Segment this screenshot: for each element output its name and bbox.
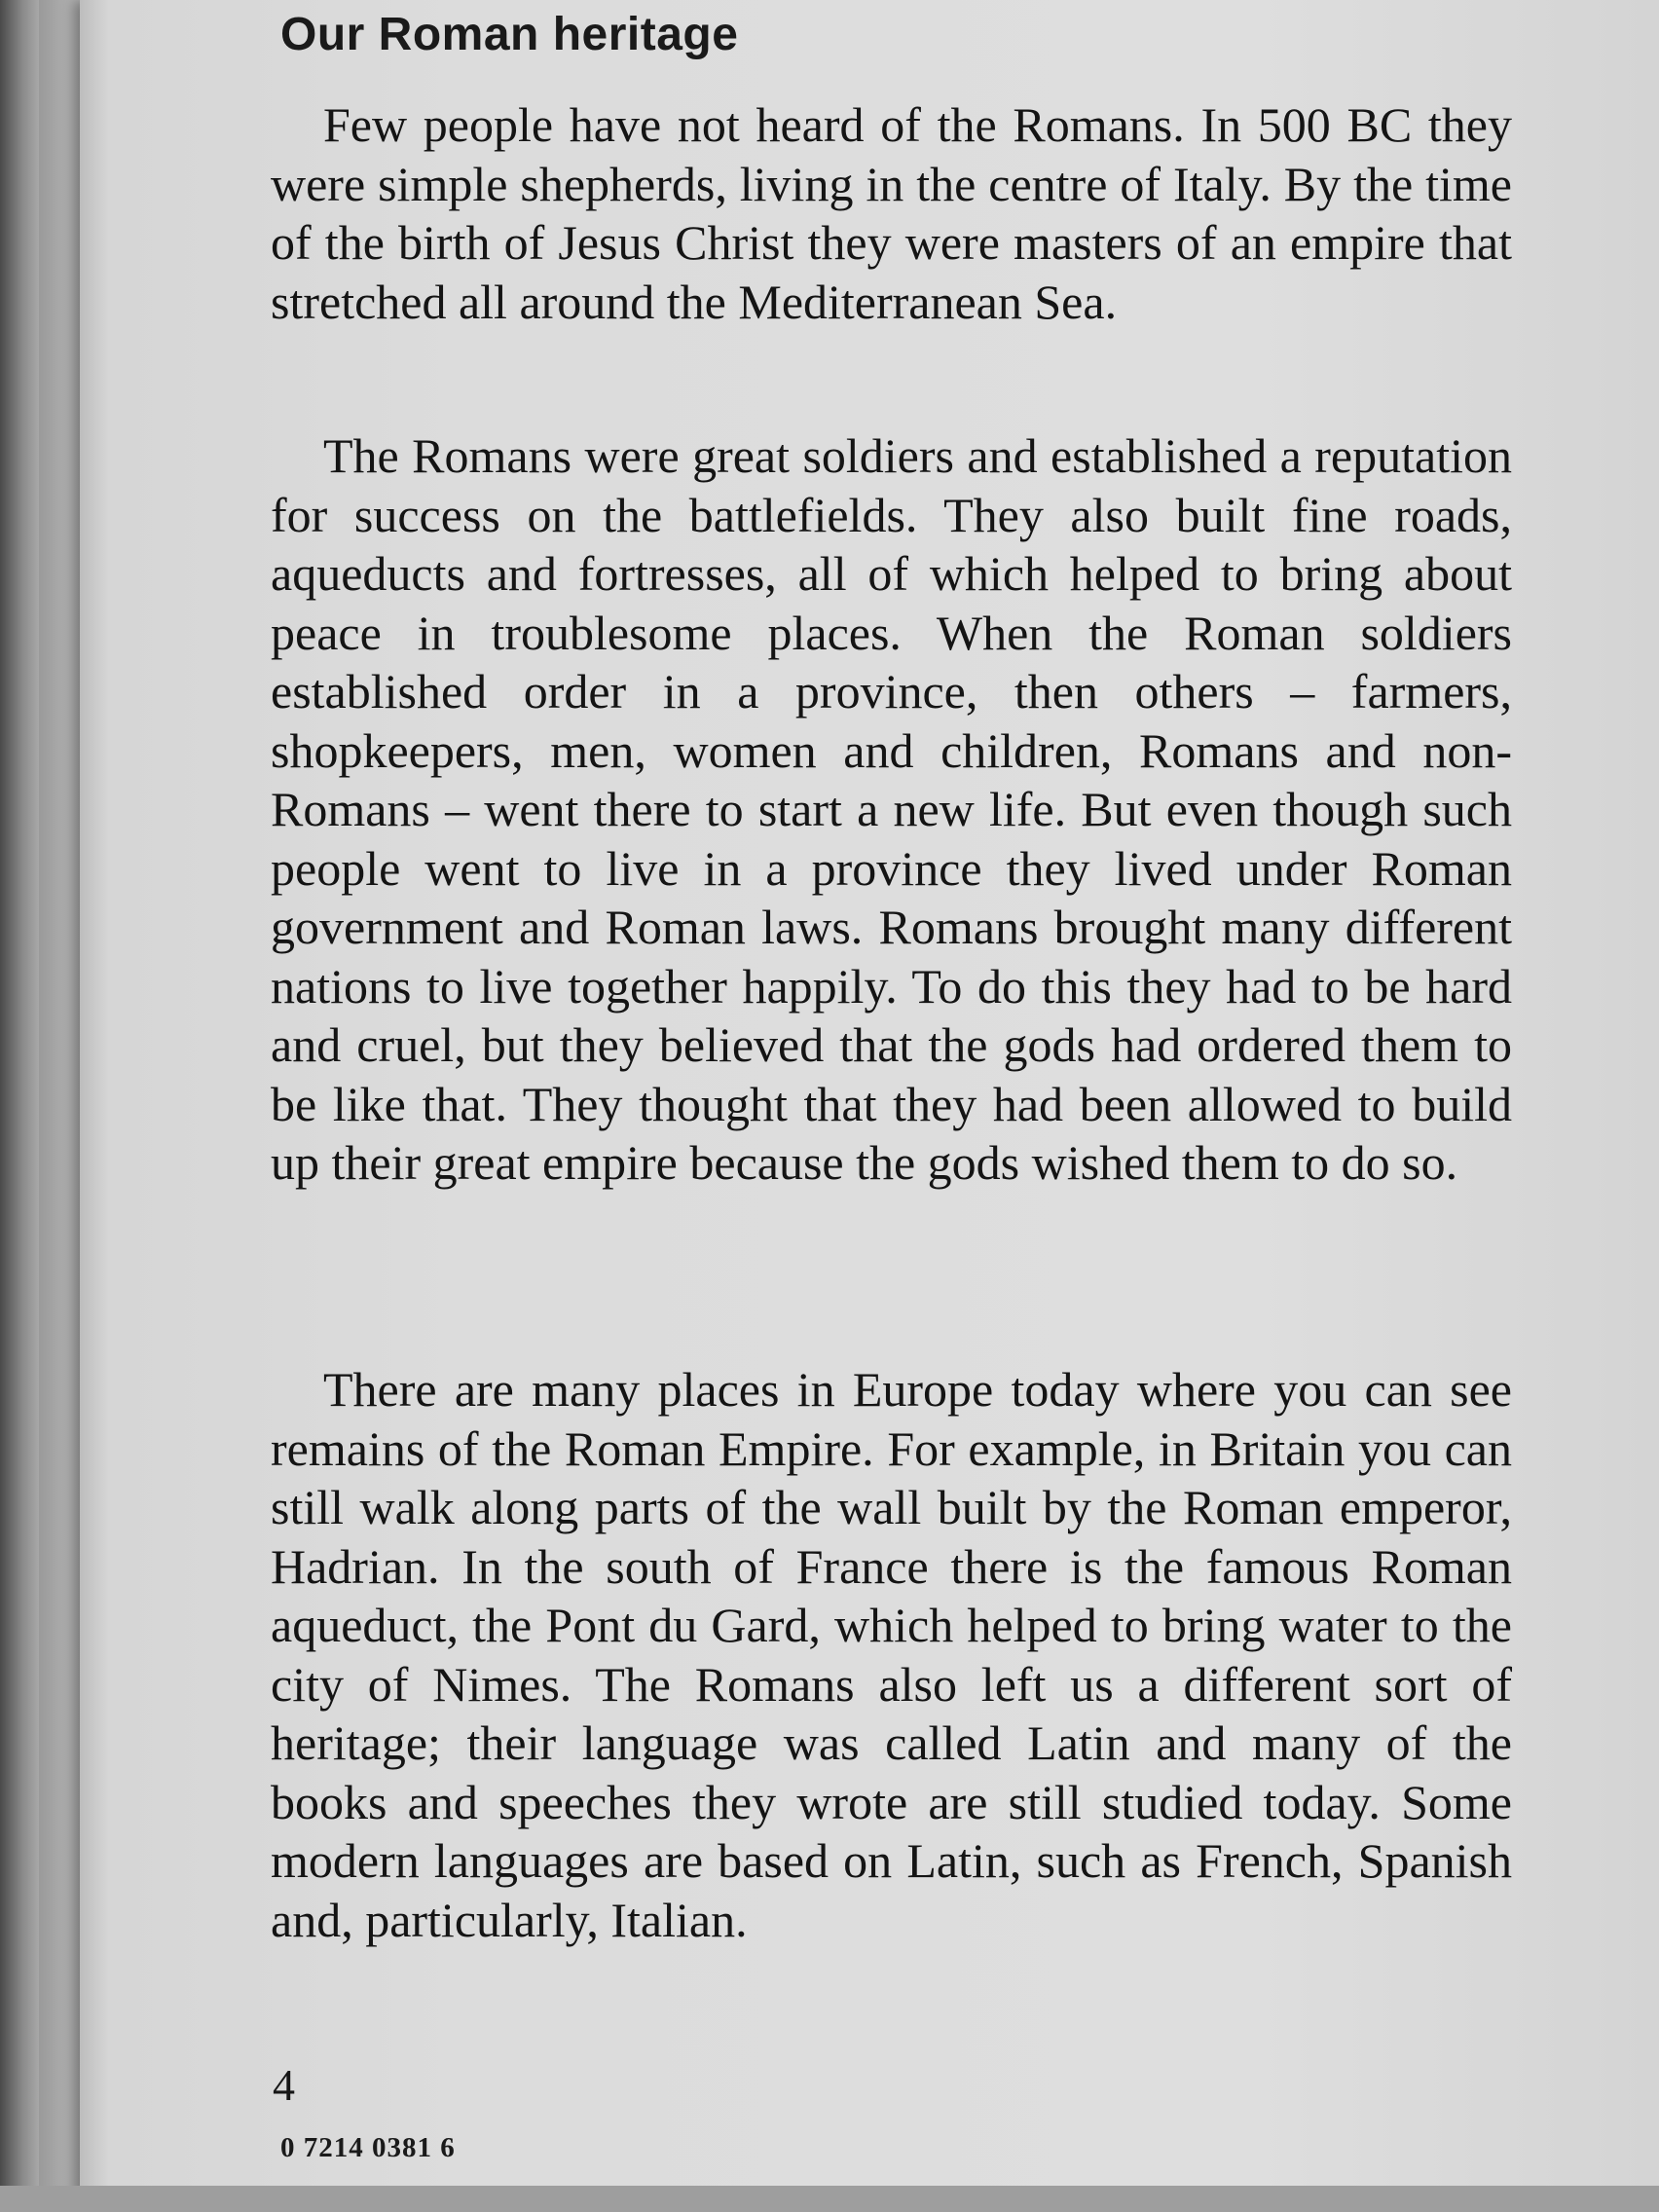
isbn-number: 0 7214 0381 6 — [280, 2132, 456, 2163]
paragraph-1: Few people have not heard of the Romans. In 500 BC they were simple shepherds, living in the centre of Italy. By the time of the birth of Jesus Christ they were masters of an empire that stretched all around the Mediterranean Sea. — [271, 97, 1512, 329]
page-number: 4 — [273, 2060, 295, 2110]
page-content — [271, 0, 1512, 2212]
page-title: Our Roman heritage — [280, 9, 739, 60]
book-cover-edge — [0, 0, 39, 2212]
paragraph-2: The Romans were great soldiers and established a reputation for success on the battlefields. They also built fine roads, aqueducts and fortresses, all of which helped to bring about peace in troublesome places. When the Roman soldiers established order in a province, then others – farmers, shopkeepers, men, women and children, Romans and non-Romans – went there to start a new life. But even though such people went to live in a province they lived under Roman government and Roman laws. Romans brought many different nations to live together happily. To do this they had to be hard and cruel, but they believed that the gods had ordered them to be like that. They thought that they had been allowed to build up their great empire because the gods wished them to do so. — [271, 428, 1512, 1190]
paragraph-3: There are many places in Europe today where you can see remains of the Roman Empire. For example, in Britain you can still walk along parts of the wall built by the Roman emperor, Hadrian. In the south of France there is the famous Roman aqueduct, the Pont du Gard, which helped to bring water to the city of Nimes. The Romans also left us a different sort of heritage; their language was called Latin and many of the books and speeches they wrote are still studied today. Some modern languages are based on Latin, such as French, Spanish and, particularly, Italian. — [271, 1362, 1512, 1947]
